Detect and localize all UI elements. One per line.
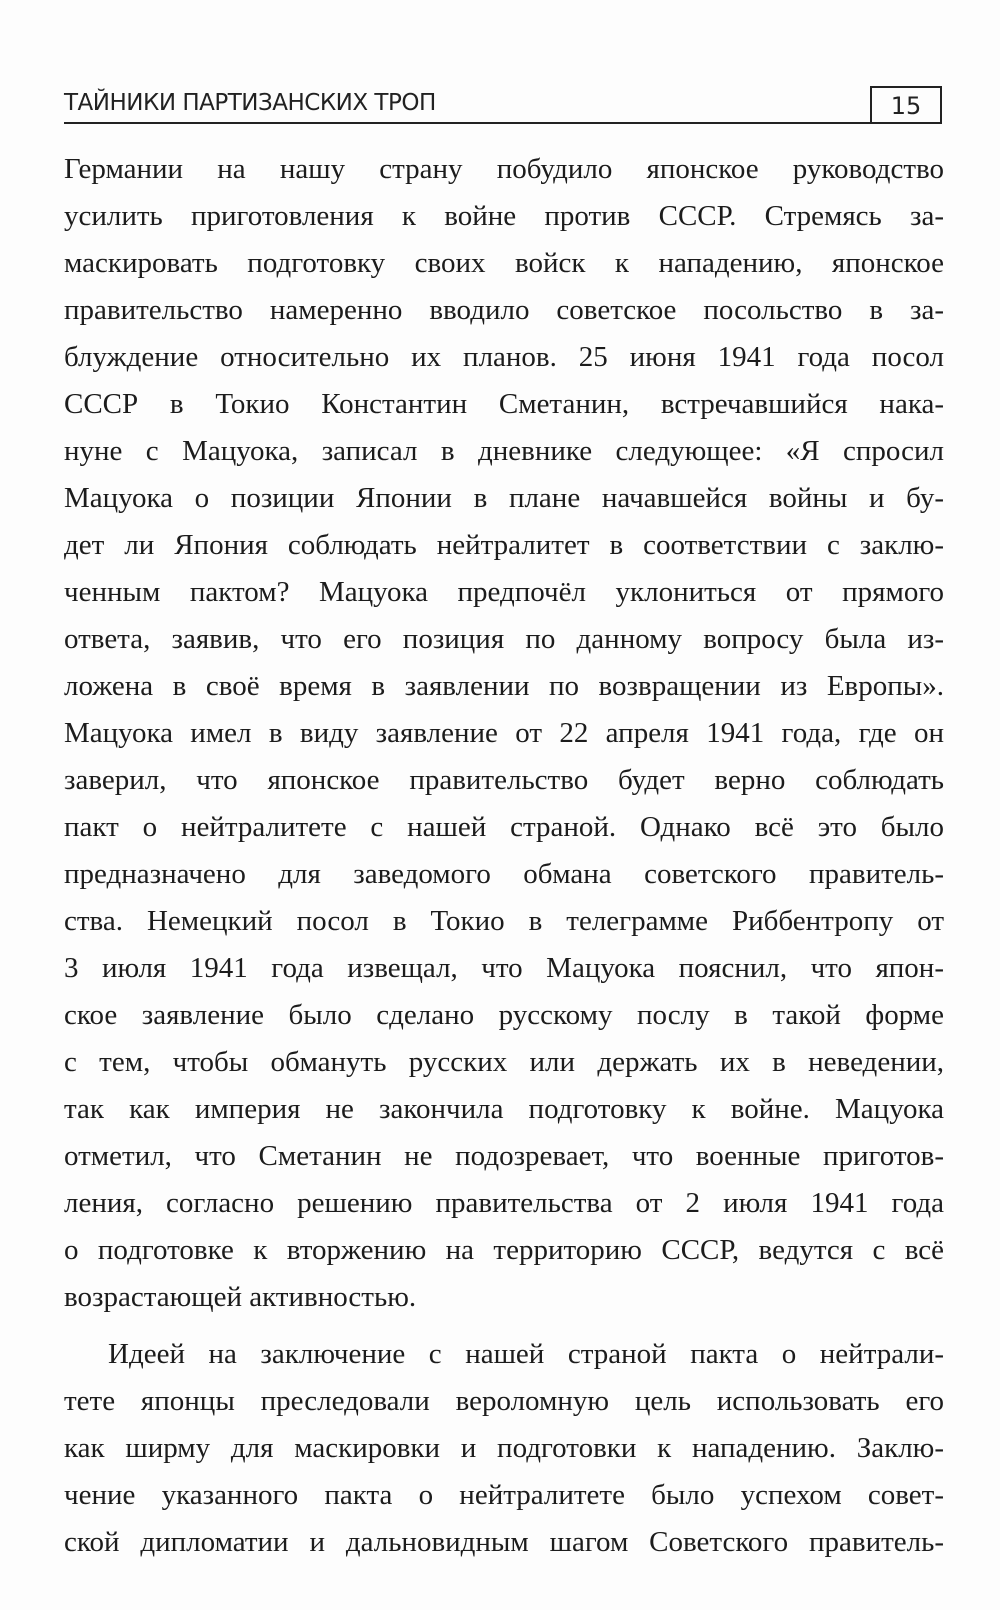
text-line: Идеей на заключение с нашей страной пакта о нейтрали- (108, 1338, 944, 1370)
running-title: ТАЙНИКИ ПАРТИЗАНСКИХ ТРОП (64, 90, 436, 116)
running-header (64, 82, 942, 124)
text-line: ченным пактом? Мацуока предпочёл уклониться от прямого (64, 576, 944, 608)
text-line: Мацуока о позиции Японии в плане начавшейся войны и бу- (64, 482, 944, 514)
text-line: возрастающей активностью. (64, 1281, 417, 1313)
page-number: 15 (870, 86, 942, 124)
text-line: так как империя не закончила подготовку к войне. Мацуока (64, 1093, 944, 1125)
text-line: предназначено для заведомого обмана советского правитель- (64, 858, 944, 890)
text-line: ское заявление было сделано русскому послу в такой форме (64, 999, 944, 1031)
text-line: ложена в своё время в заявлении по возвращении из Европы». (64, 670, 944, 702)
text-line: о подготовке к вторжению на территорию СССР, ведутся с всё (64, 1234, 944, 1266)
text-line: с тем, чтобы обмануть русских или держать их в неведении, (64, 1046, 944, 1078)
text-line: 3 июля 1941 года извещал, что Мацуока пояснил, что япон- (64, 952, 944, 984)
text-line: маскировать подготовку своих войск к нападению, японское (64, 247, 944, 279)
text-line: тете японцы преследовали вероломную цель использовать его (64, 1385, 944, 1417)
text-line: отметил, что Сметанин не подозревает, что военные приготов- (64, 1140, 944, 1172)
text-line: ской дипломатии и дальновидным шагом Советского правитель- (64, 1526, 944, 1558)
text-line: усилить приготовления к войне против СССР. Стремясь за- (64, 200, 944, 232)
text-line: блуждение относительно их планов. 25 июня 1941 года посол (64, 341, 944, 373)
text-line: нуне с Мацуока, записал в дневнике следующее: «Я спросил (64, 435, 944, 467)
body-text (64, 146, 944, 1566)
text-line: правительство намеренно вводило советское посольство в за- (64, 294, 944, 326)
text-line: СССР в Токио Константин Сметанин, встречавшийся нака- (64, 388, 944, 420)
text-line: дет ли Япония соблюдать нейтралитет в соответствии с заклю- (64, 529, 944, 561)
paragraph-1 (64, 146, 944, 1321)
text-line: пакт о нейтралитете с нашей страной. Однако всё это было (64, 811, 944, 843)
text-line: заверил, что японское правительство будет верно соблюдать (64, 764, 944, 796)
paragraph-2 (64, 1331, 944, 1566)
text-line: чение указанного пакта о нейтралитете было успехом совет- (64, 1479, 944, 1511)
text-line: Мацуока имел в виду заявление от 22 апреля 1941 года, где он (64, 717, 944, 749)
text-line: ления, согласно решению правительства от 2 июля 1941 года (64, 1187, 944, 1219)
text-line: ответа, заявив, что его позиция по данному вопросу была из- (64, 623, 944, 655)
text-line: ства. Немецкий посол в Токио в телеграмме Риббентропу от (64, 905, 944, 937)
text-line: как ширму для маскировки и подготовки к нападению. Заклю- (64, 1432, 944, 1464)
text-line: Германии на нашу страну побудило японское руководство (64, 153, 944, 185)
